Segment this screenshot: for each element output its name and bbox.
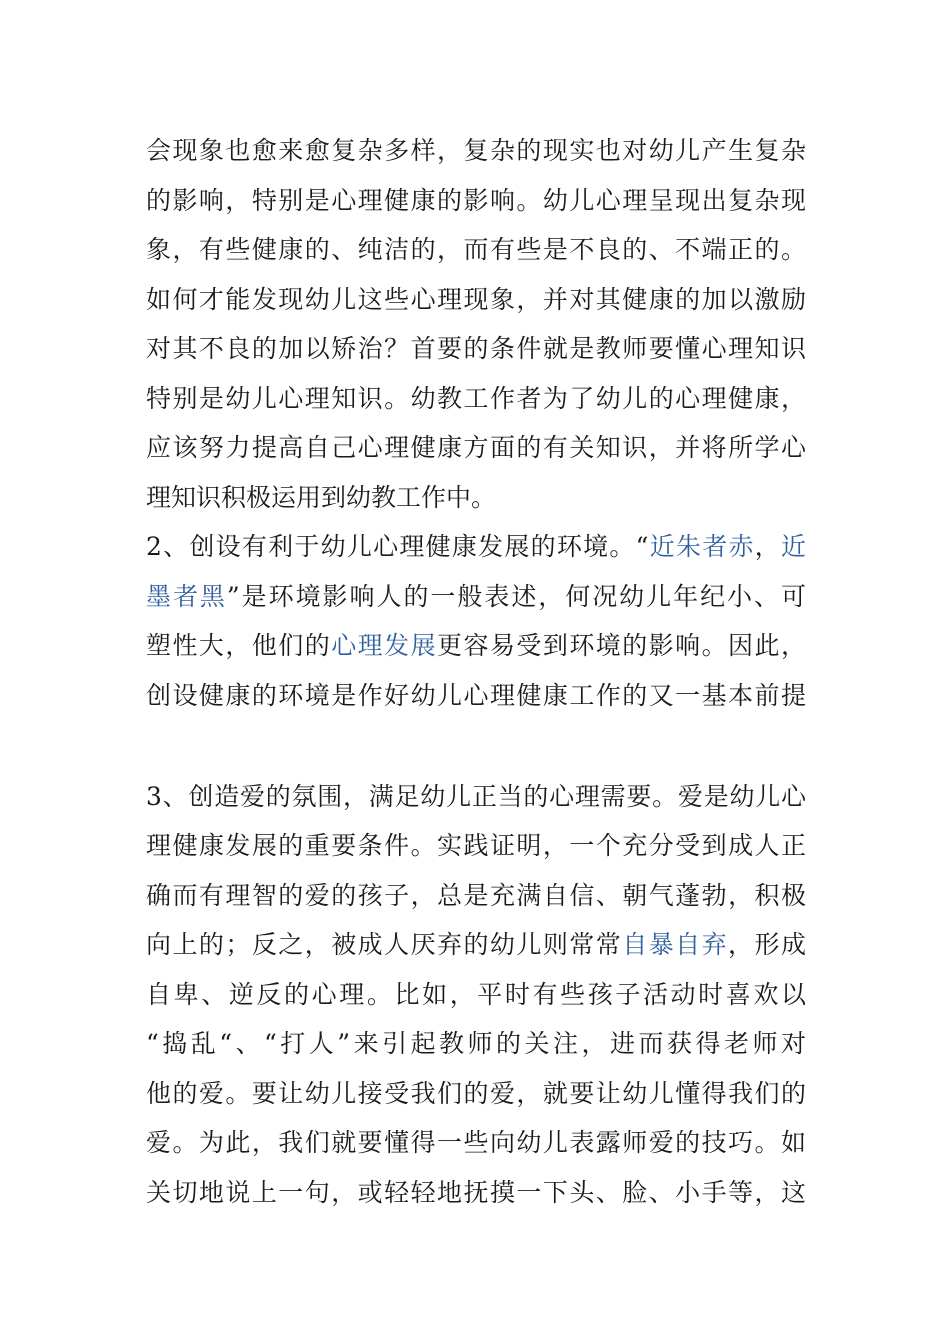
text-line: 确而有理智的爱的孩子，总是充满自信、朝气蓬勃，积极 [146, 881, 806, 910]
text-line: 自卑、逆反的心理。比如，平时有些孩子活动时喜欢以 [146, 980, 806, 1009]
link-jin-zhu-zhe-chi[interactable]: 近朱者赤 [648, 532, 755, 561]
text-line [146, 626, 806, 666]
text-segment: 向上的；反之，被成人厌弃的幼儿则常常 [146, 930, 623, 959]
text-line: 象，有些健康的、纯洁的，而有些是不良的、不端正的。 [146, 235, 806, 264]
link-zi-bao-zi-qi[interactable]: 自暴自弃 [622, 930, 729, 959]
text-line: “捣乱“、“打人”来引起教师的关注，进而获得老师对 [146, 1029, 806, 1058]
text-segment: 塑性大，他们的 [146, 631, 332, 660]
link-xin-li-fa-zhan[interactable]: 心理发展 [331, 631, 438, 660]
text-line: 理健康发展的重要条件。实践证明，一个充分受到成人正 [146, 831, 806, 860]
text-line: 特别是幼儿心理知识。幼教工作者为了幼儿的心理健康， [146, 384, 806, 413]
text-line: 关切地说上一句，或轻轻地抚摸一下头、脸、小手等，这 [146, 1178, 806, 1207]
text-line: 如何才能发现幼儿这些心理现象，并对其健康的加以激励 [146, 285, 806, 314]
text-line [146, 527, 806, 567]
text-line: 应该努力提高自己心理健康方面的有关知识，并将所学心 [146, 433, 806, 462]
text-segment: ， [754, 532, 781, 561]
text-segment: ，形成 [728, 930, 806, 959]
text-line: 对其不良的加以矫治？首要的条件就是教师要懂心理知识 [146, 334, 806, 363]
text-line: 创设健康的环境是作好幼儿心理健康工作的又一基本前提 [146, 681, 806, 710]
text-line [146, 925, 806, 965]
text-segment: 2、创设有利于幼儿心理健康发展的环境。“ [146, 532, 649, 561]
text-line: 的影响，特别是心理健康的影响。幼儿心理呈现出复杂现 [146, 186, 806, 215]
link-jin-mo-zhe-hei-part2[interactable]: 墨者黑 [146, 582, 227, 611]
text-line: 3、创造爱的氛围，满足幼儿正当的心理需要。爱是幼儿心 [146, 782, 806, 811]
text-line: 他的爱。要让幼儿接受我们的爱，就要让幼儿懂得我们的 [146, 1079, 806, 1108]
text-line [146, 577, 806, 617]
text-line: 理知识积极运用到幼教工作中。 [146, 483, 497, 512]
text-line: 爱。为此，我们就要懂得一些向幼儿表露师爱的技巧。如 [146, 1128, 806, 1157]
text-line: 会现象也愈来愈复杂多样，复杂的现实也对幼儿产生复杂 [146, 136, 806, 165]
link-jin-mo-zhe-hei-part1[interactable]: 近 [780, 532, 806, 561]
text-segment: ”是环境影响人的一般表述，何况幼儿年纪小、可 [226, 582, 806, 611]
text-segment: 更容易受到环境的影响。因此， [437, 631, 806, 660]
